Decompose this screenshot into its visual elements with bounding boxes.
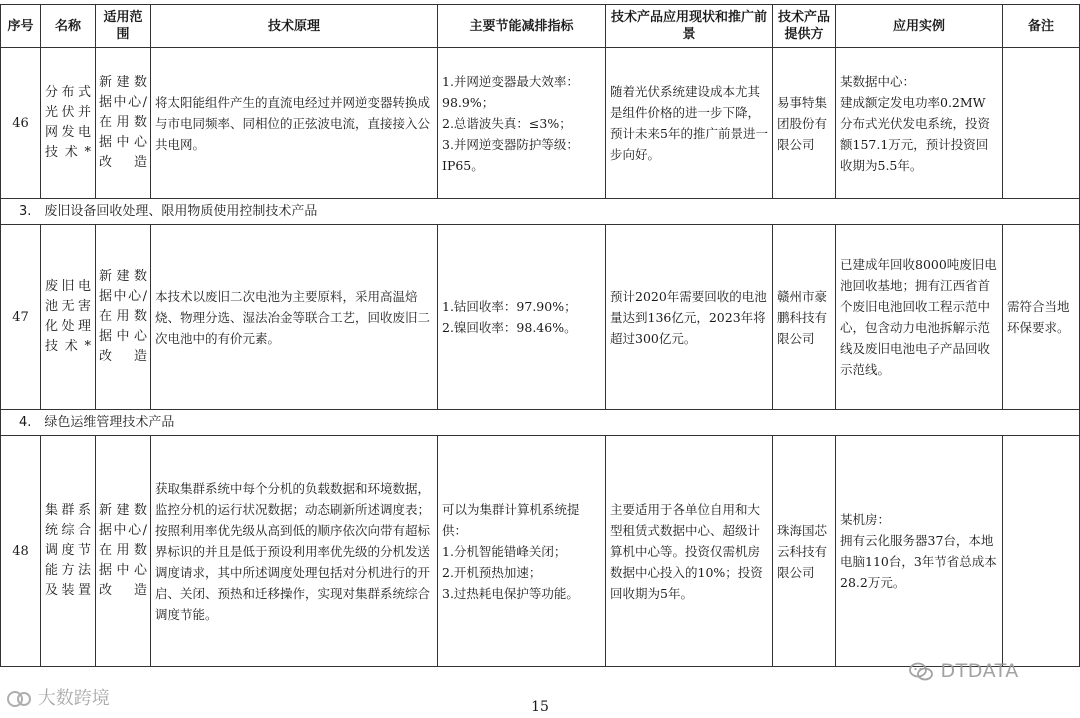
row-principle: 将太阳能组件产生的直流电经过并网逆变器转换成与市电同频率、同相位的正弦波电流，直接接入公共电网。	[151, 48, 438, 199]
header-no: 序号	[1, 5, 41, 48]
header-scope: 适用范围	[96, 5, 151, 48]
header-name: 名称	[41, 5, 96, 48]
header-cases: 应用实例	[836, 5, 1003, 48]
row-provider: 珠海国芯云科技有限公司	[773, 436, 836, 667]
table-row	[1, 48, 1080, 199]
indicator-line: 2.镍回收率：98.46%。	[442, 320, 577, 335]
row-scope: 新建数据中心/在用数据中心改造	[96, 225, 151, 410]
indicator-line: 1.分机智能错峰关闭；	[442, 543, 567, 559]
row-scope: 新建数据中心/在用数据中心改造	[96, 48, 151, 199]
case-line: 已建成年回收8000吨废旧电池回收基地；拥有江西省首个废旧电池回收工程示范中心，包含动力电池拆解示范线及废旧电池电子产品回收示范线。	[840, 257, 997, 377]
section-title-4: 4. 绿色运维管理技术产品	[1, 410, 1080, 436]
section-row	[1, 199, 1080, 225]
row-indicators	[438, 48, 606, 199]
indicator-line: 1.并网逆变器最大效率：98.9%；	[442, 73, 579, 110]
row-indicators	[438, 225, 606, 410]
header-indicators: 主要节能减排指标	[438, 5, 606, 48]
row-provider: 赣州市豪鹏科技有限公司	[773, 225, 836, 410]
row-indicators	[438, 436, 606, 667]
row-name: 废旧电池无害化处理技术*	[41, 225, 96, 410]
watermark-left-text: 大数跨境	[37, 688, 110, 709]
row-remark: 需符合当地环保要求。	[1003, 225, 1080, 410]
row-name: 集群系统综合调度节能方法及装置	[41, 436, 96, 667]
row-no: 46	[1, 48, 41, 199]
row-principle: 本技术以废旧二次电池为主要原料，采用高温焙烧、物理分选、湿法冶金等联合工艺，回收废旧二次电池中的有价元素。	[151, 225, 438, 410]
case-line: 某机房：	[840, 512, 891, 527]
watermark-logo-icon	[6, 688, 32, 710]
table-header-row	[1, 5, 1080, 48]
row-principle: 获取集群系统中每个分机的负载数据和环境数据，监控分机的运行状况数据；动态刷新所述调度表；按照利用率优先级从高到低的顺序依次向带有超标界标识的并且是低于预设利用率优先级的分机发送调度请求，其中所述调度处理包括对分机进行的开启、关闭、预热和迁移操作，实现对集群系统综合调度节能。	[151, 436, 438, 667]
row-no: 48	[1, 436, 41, 667]
page-number: 15	[531, 699, 549, 715]
case-line: 建成额定发电功率0.2MW分布式光伏发电系统，投资额157.1万元，预计投资回收期为5.5年。	[840, 94, 991, 173]
row-cases	[836, 436, 1003, 667]
section-row	[1, 410, 1080, 436]
indicator-line: 3.过热耗电保护等功能。	[442, 585, 579, 601]
header-status: 技术产品应用现状和推广前景	[606, 5, 773, 48]
indicator-line: 1.钴回收率：97.90%；	[442, 299, 577, 314]
wechat-icon	[908, 661, 934, 683]
row-status: 随着光伏系统建设成本尤其是组件价格的进一步下降，预计未来5年的推广前景进一步向好。	[606, 48, 773, 199]
case-line: 拥有云化服务器37台，本地电脑110台，3年节省总成本28.2万元。	[840, 533, 997, 590]
table-row	[1, 225, 1080, 410]
row-status: 预计2020年需要回收的电池量达到136亿元，2023年将超过300亿元。	[606, 225, 773, 410]
row-cases	[836, 225, 1003, 410]
indicator-line: 2.总谐波失真：≤3%；	[442, 115, 572, 131]
watermark-right-text: DTDATA	[940, 660, 1019, 682]
header-principle: 技术原理	[151, 5, 438, 48]
watermark-left	[6, 684, 110, 710]
watermark-right	[908, 660, 1019, 683]
header-remark: 备注	[1003, 5, 1080, 48]
header-provider: 技术产品提供方	[773, 5, 836, 48]
table-row	[1, 436, 1080, 667]
indicator-line: 可以为集群计算机系统提供：	[442, 501, 580, 538]
row-cases	[836, 48, 1003, 199]
row-remark	[1003, 48, 1080, 199]
row-status: 主要适用于各单位自用和大型租赁式数据中心、超级计算机中心等。投资仅需机房数据中心投入的10%；投资回收期为5年。	[606, 436, 773, 667]
row-remark	[1003, 436, 1080, 667]
row-no: 47	[1, 225, 41, 410]
indicator-line: 2.开机预热加速；	[442, 564, 542, 580]
section-title-3: 3. 废旧设备回收处理、限用物质使用控制技术产品	[1, 199, 1080, 225]
row-name: 分布式光伏并网发电技术*	[41, 48, 96, 199]
case-line: 某数据中心：	[840, 73, 916, 89]
row-scope: 新建数据中心/在用数据中心改造	[96, 436, 151, 667]
indicator-line: 3.并网逆变器防护等级：IP65。	[442, 136, 579, 173]
tech-product-table	[0, 4, 1080, 667]
row-provider: 易事特集团股份有限公司	[773, 48, 836, 199]
